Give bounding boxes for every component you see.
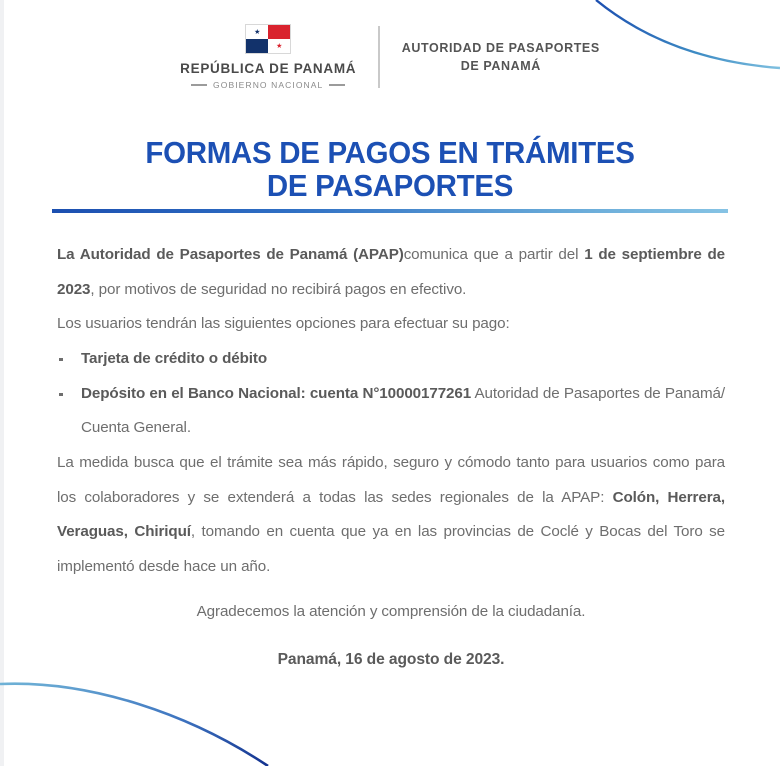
paragraph-3: [57, 446, 725, 585]
bullet-2-rest: Autoridad de Pasaportes de Panamá/ Cuenta General.: [81, 384, 725, 437]
government-line: GOBIERNO NACIONAL: [213, 80, 324, 90]
paragraph-3-plain-1: La medida busca que el trámite sea más rápido, seguro y cómodo tanto para usuarios como para los colaboradores y se extenderá a todas las sedes regionales de la APAP:: [57, 453, 725, 506]
paragraph-2: Los usuarios tendrán las siguientes opciones para efectuar su pago:: [57, 315, 510, 333]
closing-statement: Agradecemos la atención y comprensión de la ciudadanía.: [196, 602, 586, 620]
paragraph-3-plain-2: , tomando en cuenta que ya en las provincias de Coclé y Bocas del Toro se implementó desde hace un año.: [57, 523, 725, 575]
document-body: [57, 238, 725, 669]
blue-star-icon: ★: [254, 28, 261, 36]
payment-options-list: [57, 342, 725, 446]
title-line-1: FORMAS DE PAGOS EN TRÁMITES: [145, 135, 635, 170]
title-line-2: DE PASAPORTES: [266, 168, 514, 204]
spacer: [57, 629, 725, 651]
paragraph-1-plain-1: comunica que a partir del: [403, 246, 585, 263]
flag-quadrant-bottom-left: [246, 39, 268, 53]
republic-logo: [180, 24, 378, 90]
left-edge-strip: [0, 0, 4, 766]
rule-left: [191, 84, 207, 86]
panama-flag-icon: [245, 24, 291, 54]
spacer: [57, 585, 725, 595]
government-line-row: [191, 80, 345, 90]
paragraph-3-bold-regions: Colón, Herrera, Veraguas, Chiriquí: [57, 488, 725, 541]
authority-line-1: AUTORIDAD DE PASAPORTES: [401, 40, 600, 55]
paragraph-1-plain-2: , por motivos de seguridad no recibirá pagos en efectivo.: [90, 280, 467, 298]
flag-quadrant-top-right: [268, 25, 290, 39]
flag-quadrant-bottom-right: [268, 39, 290, 53]
paragraph-1-lead: La Autoridad de Pasaportes de Panamá (APAP): [57, 246, 404, 263]
paragraph-1: [57, 238, 725, 307]
paragraph-1-bold-date: 1 de septiembre de 2023: [57, 246, 726, 298]
signoff-line: Panamá, 16 de agosto de 2023.: [277, 651, 505, 669]
rule-right: [329, 84, 345, 86]
flag-quadrant-top-left: [246, 25, 268, 39]
bullet-2-bold: Depósito en el Banco Nacional: cuenta N°10000177261: [81, 384, 472, 402]
document-header: [0, 24, 780, 90]
page-title: [0, 136, 780, 203]
title-divider-rule: [52, 209, 728, 213]
list-item: [57, 377, 725, 446]
republic-name: REPÚBLICA DE PANAMÁ: [180, 61, 357, 76]
bullet-1-bold: Tarjeta de crédito o débito: [81, 349, 268, 367]
authority-line-2: DE PANAMÁ: [460, 59, 541, 73]
list-item: [57, 342, 725, 377]
red-star-icon: ★: [276, 42, 283, 50]
authority-logo: [380, 39, 600, 75]
